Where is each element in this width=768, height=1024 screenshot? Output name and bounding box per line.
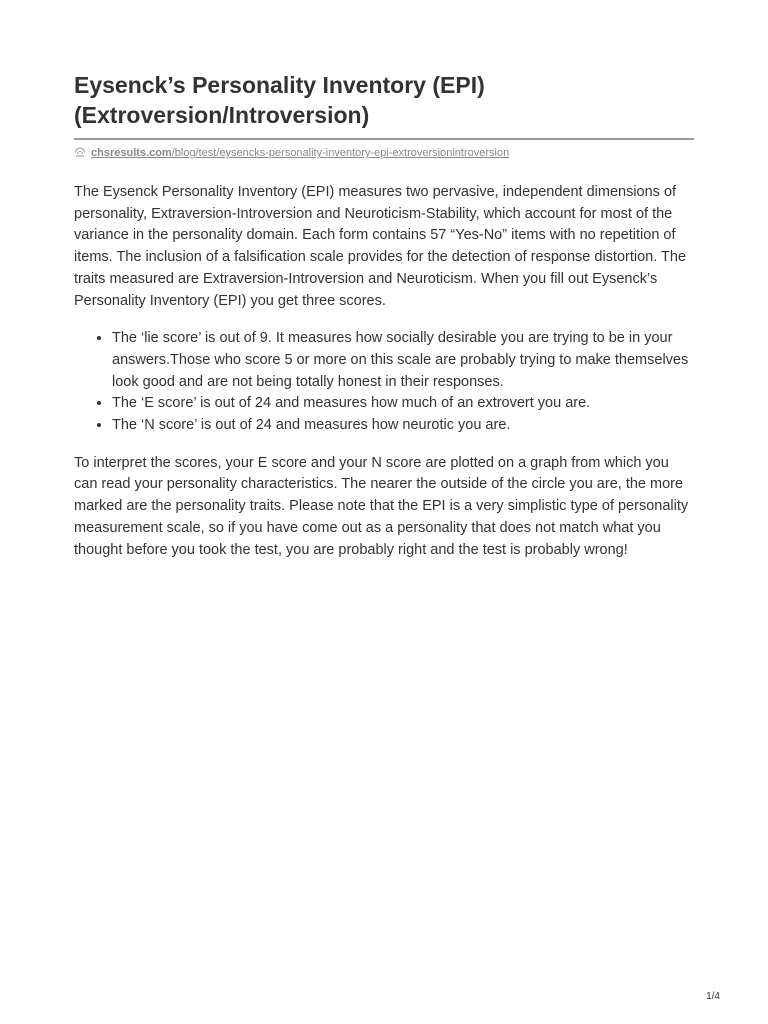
source-link-row bbox=[74, 146, 694, 160]
source-domain: chsresults.com bbox=[91, 147, 172, 159]
title-divider bbox=[74, 138, 694, 140]
source-url-link[interactable] bbox=[91, 146, 509, 160]
list-item: • The ‘N score’ is out of 24 and measures how neurotic you are. bbox=[112, 415, 694, 437]
list-item: • The ‘E score’ is out of 24 and measures how much of an extrovert you are. bbox=[112, 393, 694, 415]
intro-paragraph: The Eysenck Personality Inventory (EPI) measures two pervasive, independent dimensions of personality, Extraversion-Introversion and Neuroticism-Stability, which account for most of the variance in the personality domain. Each form contains 57 “Yes-No” items with no repetition of items. The inclusion of a falsification scale provides for the detection of response distortion. The traits measured are Extraversion-Introversion and Neuroticism. When you fill out Eysenck’s Personality Inventory (EPI) you get three scores. bbox=[74, 184, 687, 309]
link-icon bbox=[74, 147, 86, 159]
page-title bbox=[74, 70, 694, 130]
document-page bbox=[74, 70, 694, 561]
source-path: /blog/test/eysencks-personality-inventory-epi-extroversionintroversion bbox=[171, 147, 510, 159]
list-item: • The ‘lie score’ is out of 9. It measures how socially desirable you are trying to be in your answers.Those who score 5 or more on this scale are probably trying to make themselves look good and are not being totally honest in their responses. bbox=[112, 328, 694, 393]
title-line-2: (Extroversion/Introversion) bbox=[74, 102, 370, 128]
page-number: 1/4 bbox=[706, 991, 720, 1002]
score-list bbox=[74, 328, 694, 437]
interpret-paragraph: To interpret the scores, your E score and your N score are plotted on a graph from which you can read your personality characteristics. The nearer the outside of the circle you are, the more marked are the personality traits. Please note that the EPI is a very simplistic type of personality measurement scale, so if you have come out as a personality that does not match what you thought before you took the test, you are probably right and the test is probably wrong! bbox=[74, 454, 689, 558]
title-line-1: Eysenck’s Personality Inventory (EPI) bbox=[74, 72, 485, 98]
